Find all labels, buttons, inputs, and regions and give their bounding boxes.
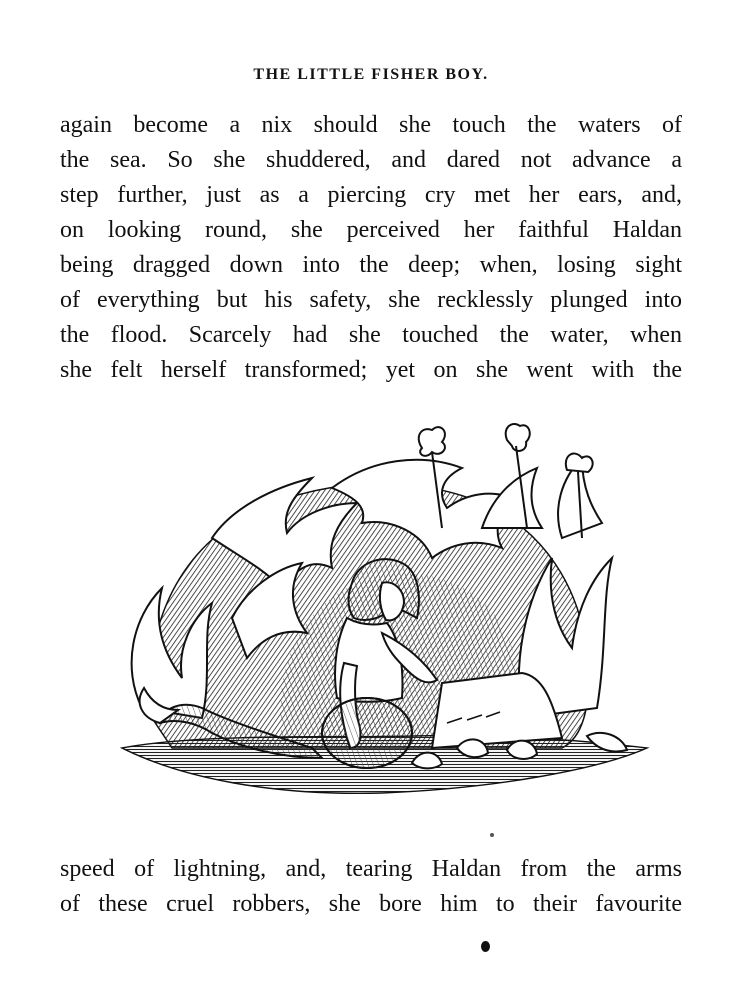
text-line: speed of lightning, and, tearing Haldan from the arms: [60, 856, 682, 882]
text-line: she felt herself transformed; yet on she went with the: [60, 357, 682, 383]
paragraph-bottom: [60, 852, 682, 922]
ink-blot: [481, 941, 490, 952]
text-line: the flood. Scarcely had she touched the water, when: [60, 322, 682, 348]
mermaid-illustration: [82, 418, 662, 848]
paragraph-top: [60, 108, 682, 388]
text-line: on looking round, she perceived her faithful Haldan: [60, 217, 682, 243]
text-line: being dragged down into the deep; when, losing sight: [60, 252, 682, 278]
text-line: step further, just as a piercing cry met her ears, and,: [60, 182, 682, 208]
running-head: THE LITTLE FISHER BOY.: [253, 66, 489, 83]
ink-speck: [490, 833, 494, 837]
text-line: again become a nix should she touch the waters of: [60, 112, 682, 138]
text-line: of everything but his safety, she recklessly plunged into: [60, 287, 682, 313]
text-line: the sea. So she shuddered, and dared not advance a: [60, 147, 682, 173]
text-line: of these cruel robbers, she bore him to their favourite: [60, 891, 682, 917]
